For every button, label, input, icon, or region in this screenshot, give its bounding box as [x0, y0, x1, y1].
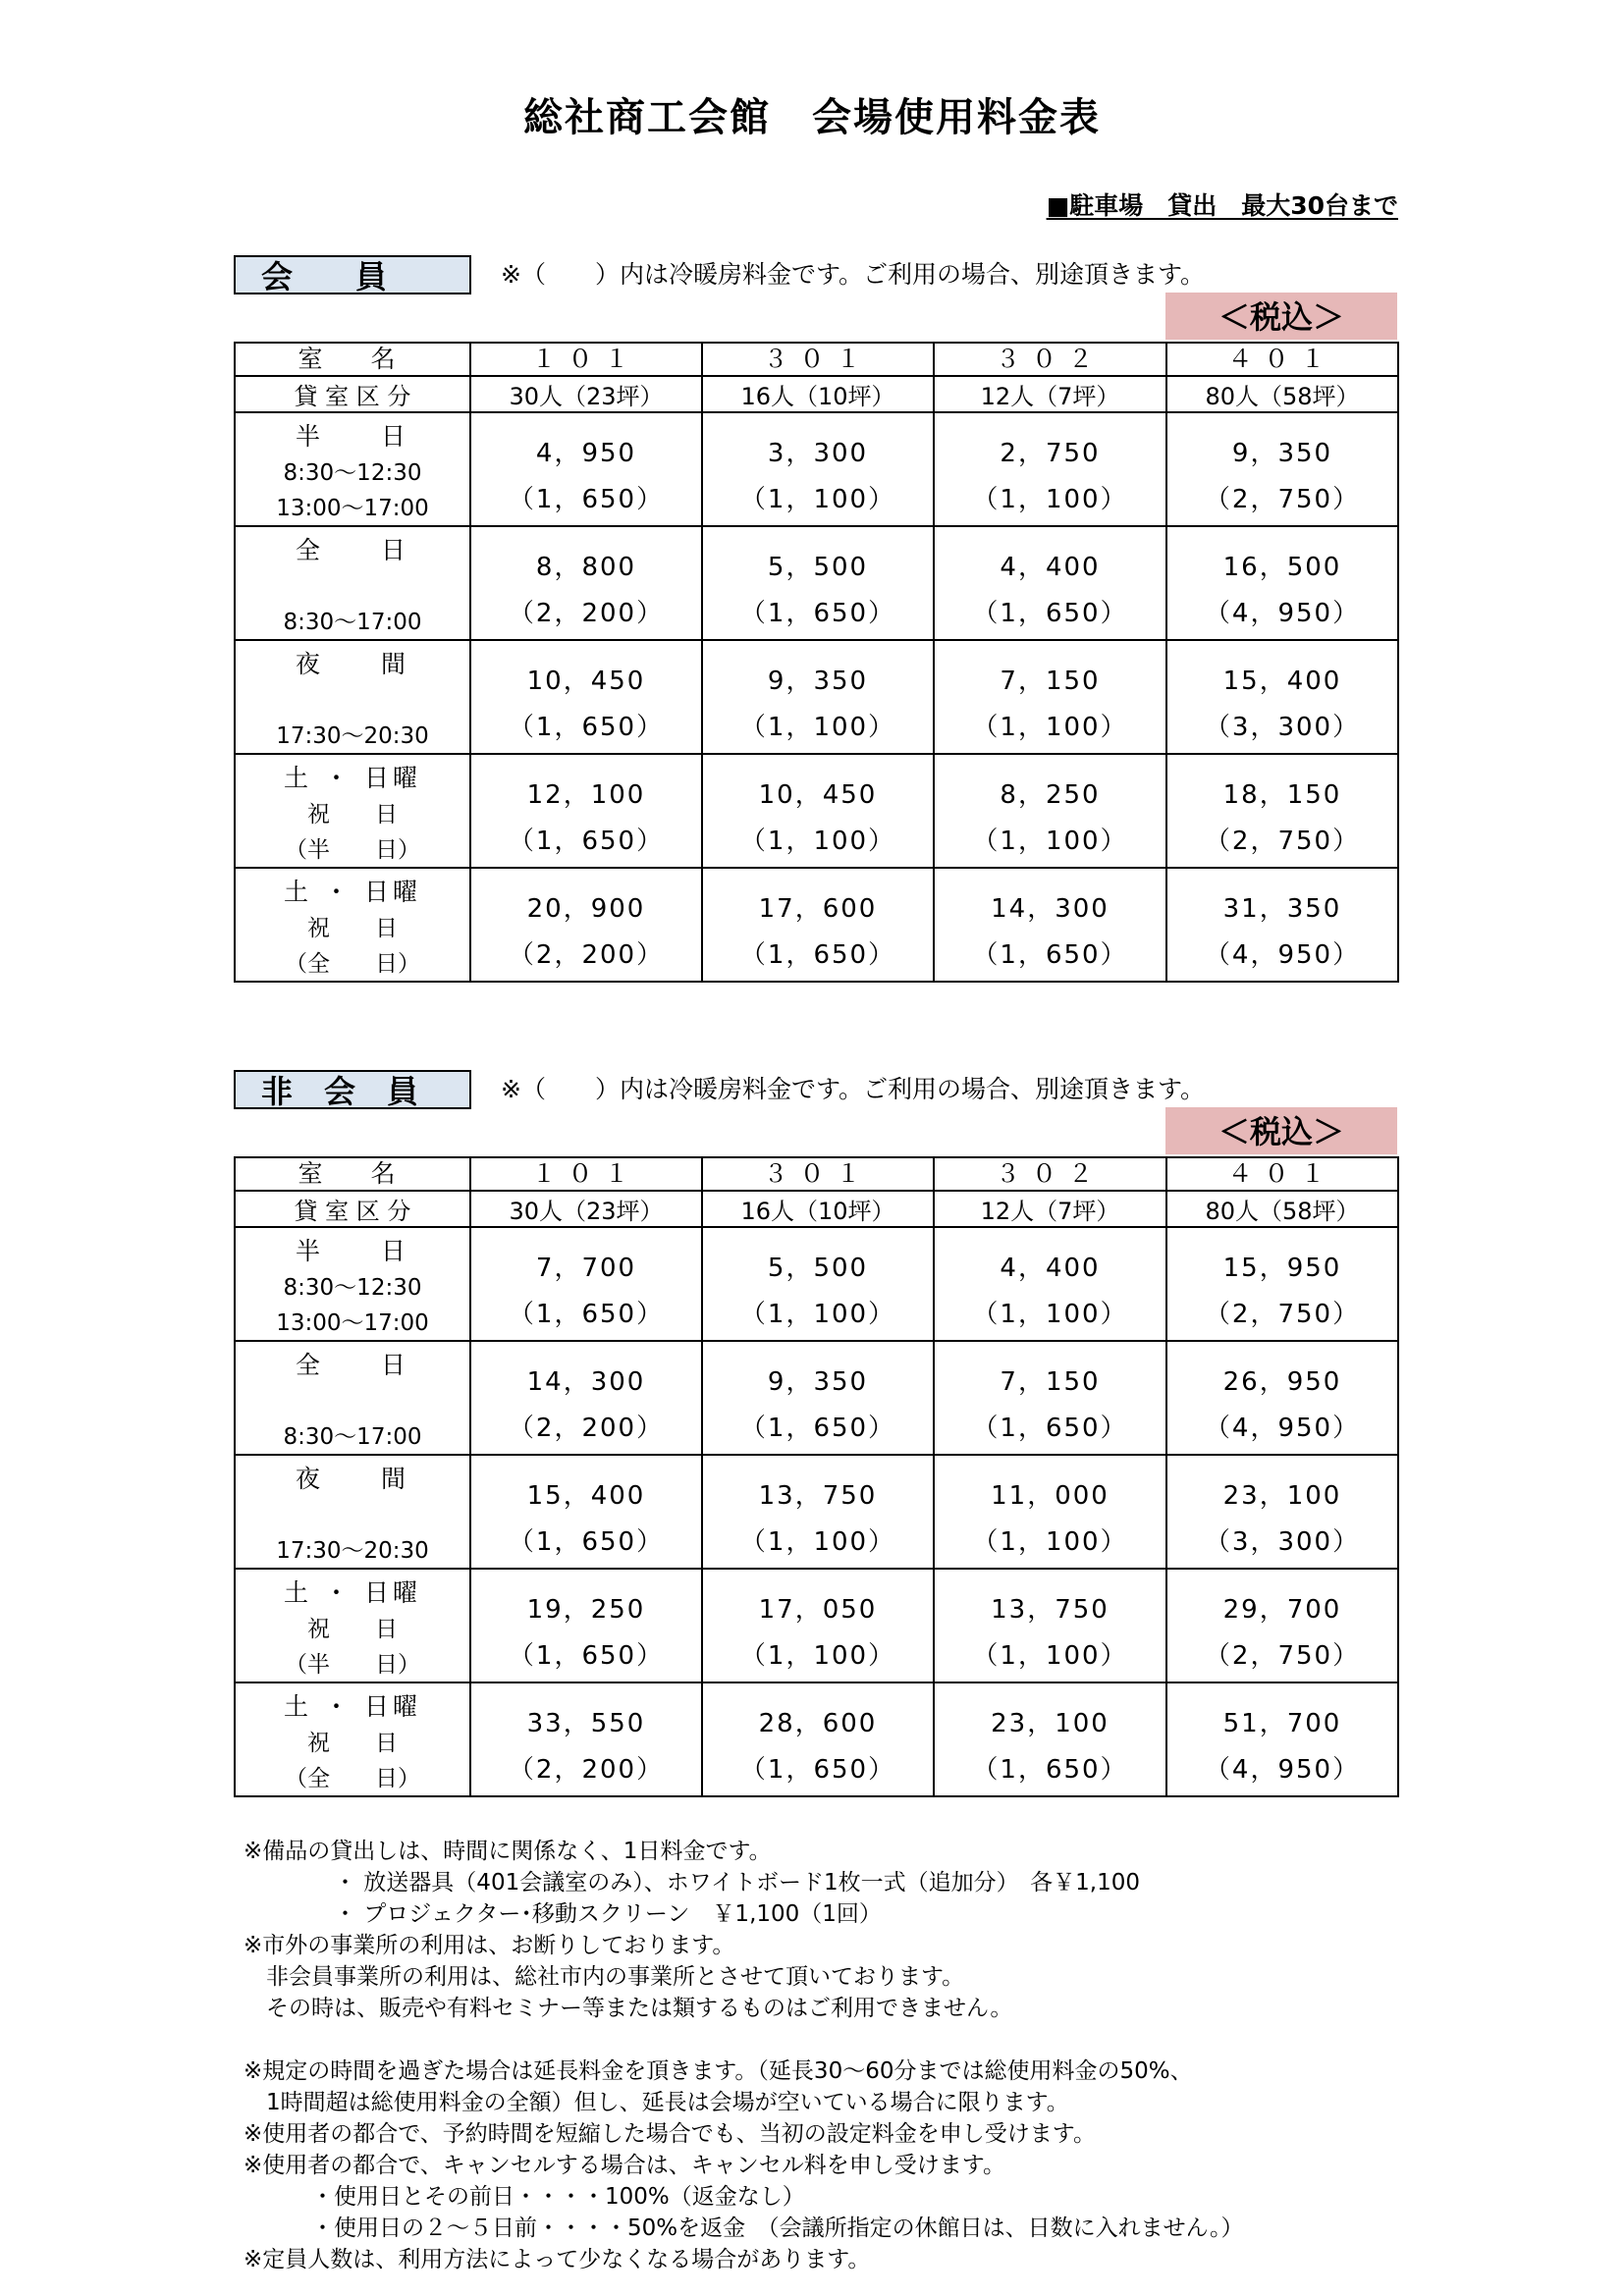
fee-amount: 13，750	[758, 1481, 878, 1511]
fee-row	[235, 1455, 1398, 1569]
slot-name: 半 日	[295, 1237, 409, 1265]
fee-cell	[702, 640, 934, 754]
fee-cell	[470, 1455, 702, 1569]
ac-fee-amount: （1，100）	[739, 713, 896, 742]
room-number: ４０１	[1166, 1157, 1398, 1191]
fee-cell	[934, 526, 1166, 640]
fee-cell	[702, 1227, 934, 1341]
ac-fee-amount: （2，200）	[508, 1755, 665, 1785]
ac-fee-amount: （3，300）	[1204, 713, 1361, 742]
fee-cell	[1166, 526, 1398, 640]
slot-line-3: 17:30～20:30	[276, 723, 429, 749]
ac-fee-amount: （2，200）	[508, 599, 665, 628]
room-number: ３０２	[934, 1157, 1166, 1191]
note-line: 1時間超は総使用料金の全額）但し、延長は会場が空いている場合に限ります。	[244, 2090, 1069, 2115]
room-number: １０１	[470, 1157, 702, 1191]
fee-cell	[934, 1455, 1166, 1569]
fee-cell	[1166, 412, 1398, 526]
ac-fee-amount: （1，650）	[972, 1414, 1128, 1443]
fee-amount: 7，150	[1000, 1367, 1101, 1397]
room-number: ３０１	[702, 343, 934, 376]
slot-line-3: （全 日）	[285, 951, 420, 977]
tax-included-label: ＜税込＞	[1165, 293, 1397, 340]
slot-name: 全 日	[295, 536, 409, 564]
ac-fee-amount: （1，650）	[972, 1755, 1128, 1785]
fee-cell	[702, 526, 934, 640]
fee-amount: 3，300	[767, 439, 869, 468]
fee-amount: 29，700	[1222, 1595, 1342, 1625]
room-name-label: 室 名	[235, 1157, 470, 1191]
notes-block	[244, 1836, 1244, 2275]
fee-cell	[934, 754, 1166, 868]
note-line: 非会員事業所の利用は、総社市内の事業所とさせて頂いております。	[244, 1964, 965, 1990]
fee-row	[235, 1682, 1398, 1796]
ac-fee-amount: （1，100）	[739, 485, 896, 514]
room-capacity: 12人（7坪）	[934, 1191, 1166, 1227]
fee-cell	[470, 1227, 702, 1341]
fee-cell	[470, 868, 702, 982]
ac-fee-amount: （1，100）	[739, 1641, 896, 1671]
slot-name: 土 ・ 日曜	[284, 1692, 421, 1721]
room-number: ３０２	[934, 343, 1166, 376]
fee-cell	[934, 1341, 1166, 1455]
tax-included-label: ＜税込＞	[1165, 1107, 1397, 1154]
note-line: ・ プロジェクター･移動スクリーン ￥1,100（1回）	[244, 1901, 882, 1927]
room-number: ３０１	[702, 1157, 934, 1191]
room-name-label: 室 名	[235, 343, 470, 376]
time-slot-label	[235, 868, 470, 982]
ac-fee-amount: （1，100）	[739, 1300, 896, 1329]
fee-cell	[1166, 1682, 1398, 1796]
ac-fee-amount: （1，650）	[508, 713, 665, 742]
slot-line-3: 8:30～17:00	[283, 610, 422, 635]
ac-fee-amount: （1，650）	[508, 1641, 665, 1671]
slot-name: 全 日	[295, 1351, 409, 1379]
slot-name: 半 日	[295, 422, 409, 451]
slot-line-3: 8:30～17:00	[283, 1424, 422, 1450]
fee-amount: 23，100	[1222, 1481, 1342, 1511]
fee-amount: 19，250	[526, 1595, 646, 1625]
fee-cell	[702, 1341, 934, 1455]
fee-amount: 9，350	[1231, 439, 1333, 468]
ac-fee-amount: （1，650）	[739, 1414, 896, 1443]
fee-amount: 51，700	[1222, 1709, 1342, 1738]
room-header-row	[235, 343, 1398, 376]
slot-line-2: 祝 日	[307, 916, 398, 941]
ac-fee-amount: （1，650）	[508, 827, 665, 856]
heating-note: ※（ ）内は冷暖房料金です。ご利用の場合、別途頂きます。	[501, 1075, 1205, 1103]
non-member-label: 非 会 員	[234, 1070, 471, 1109]
fee-amount: 8，800	[535, 553, 637, 582]
fee-amount: 20，900	[526, 894, 646, 924]
fee-cell	[1166, 868, 1398, 982]
fee-cell	[1166, 1341, 1398, 1455]
time-slot-label	[235, 1455, 470, 1569]
note-line	[244, 2024, 1244, 2056]
ac-fee-amount: （1，650）	[508, 1527, 665, 1557]
room-capacity: 80人（58坪）	[1166, 376, 1398, 412]
ac-fee-amount: （1，100）	[739, 1527, 896, 1557]
time-slot-label	[235, 1227, 470, 1341]
ac-fee-amount: （1，650）	[972, 940, 1128, 970]
fee-cell	[702, 1569, 934, 1682]
slot-line-3: 13:00～17:00	[276, 1310, 429, 1336]
note-line: ※定員人数は、利用方法によって少なくなる場合があります。	[244, 2247, 871, 2272]
ac-fee-amount: （1，100）	[739, 827, 896, 856]
ac-fee-amount: （1，650）	[508, 1300, 665, 1329]
fee-table	[234, 1156, 1399, 1797]
time-slot-label	[235, 1569, 470, 1682]
capacity-label: 貸 室 区 分	[235, 1191, 470, 1227]
fee-amount: 17，050	[758, 1595, 878, 1625]
ac-fee-amount: （2，200）	[508, 940, 665, 970]
fee-row	[235, 868, 1398, 982]
fee-cell	[1166, 640, 1398, 754]
fee-amount: 15，400	[526, 1481, 646, 1511]
fee-amount: 4，950	[535, 439, 637, 468]
fee-cell	[470, 754, 702, 868]
fee-amount: 8，250	[1000, 780, 1101, 810]
note-line: ※規定の時間を過ぎた場合は延長料金を頂きます。（延長30～60分までは総使用料金の50%、	[244, 2058, 1193, 2084]
fee-cell	[702, 1682, 934, 1796]
ac-fee-amount: （4，950）	[1204, 1755, 1361, 1785]
time-slot-label	[235, 1682, 470, 1796]
fee-amount: 15，400	[1222, 667, 1342, 696]
slot-line-3: （半 日）	[285, 837, 420, 863]
fee-amount: 31，350	[1222, 894, 1342, 924]
fee-cell	[1166, 1227, 1398, 1341]
ac-fee-amount: （1，650）	[739, 599, 896, 628]
time-slot-label	[235, 754, 470, 868]
fee-cell	[1166, 754, 1398, 868]
slot-name: 土 ・ 日曜	[284, 1578, 421, 1607]
ac-fee-amount: （3，300）	[1204, 1527, 1361, 1557]
fee-table	[234, 342, 1399, 983]
fee-cell	[702, 868, 934, 982]
fee-amount: 4，400	[1000, 1254, 1101, 1283]
slot-line-2: 祝 日	[307, 802, 398, 828]
ac-fee-amount: （2，750）	[1204, 485, 1361, 514]
slot-name: 夜 間	[295, 1465, 409, 1493]
capacity-row	[235, 376, 1398, 412]
fee-cell	[470, 526, 702, 640]
fee-cell	[702, 412, 934, 526]
ac-fee-amount: （1，100）	[972, 485, 1128, 514]
ac-fee-amount: （1，100）	[972, 1641, 1128, 1671]
fee-cell	[702, 1455, 934, 1569]
fee-row	[235, 1227, 1398, 1341]
room-capacity: 80人（58坪）	[1166, 1191, 1398, 1227]
ac-fee-amount: （1，650）	[508, 485, 665, 514]
capacity-label: 貸 室 区 分	[235, 376, 470, 412]
fee-cell	[934, 1569, 1166, 1682]
fee-cell	[934, 412, 1166, 526]
room-capacity: 30人（23坪）	[470, 1191, 702, 1227]
fee-cell	[470, 1341, 702, 1455]
fee-amount: 12，100	[526, 780, 646, 810]
fee-amount: 2，750	[1000, 439, 1101, 468]
fee-amount: 14，300	[991, 894, 1110, 924]
note-line: ※使用者の都合で、予約時間を短縮した場合でも、当初の設定料金を申し受けます。	[244, 2121, 1096, 2147]
slot-name: 土 ・ 日曜	[284, 878, 421, 906]
note-line: ※使用者の都合で、キャンセルする場合は、キャンセル料を申し受けます。	[244, 2153, 1005, 2178]
ac-fee-amount: （4，950）	[1204, 1414, 1361, 1443]
slot-line-3: （半 日）	[285, 1652, 420, 1678]
slot-line-2: 祝 日	[307, 1731, 398, 1756]
fee-cell	[1166, 1455, 1398, 1569]
fee-cell	[470, 412, 702, 526]
room-capacity: 16人（10坪）	[702, 376, 934, 412]
room-number: １０１	[470, 343, 702, 376]
fee-row	[235, 412, 1398, 526]
fee-amount: 5，500	[767, 1254, 869, 1283]
ac-fee-amount: （1，100）	[972, 1300, 1128, 1329]
ac-fee-amount: （1，650）	[739, 940, 896, 970]
fee-cell	[470, 1569, 702, 1682]
time-slot-label	[235, 1341, 470, 1455]
ac-fee-amount: （4，950）	[1204, 940, 1361, 970]
slot-name: 夜 間	[295, 650, 409, 678]
fee-amount: 16，500	[1222, 553, 1342, 582]
room-header-row	[235, 1157, 1398, 1191]
time-slot-label	[235, 526, 470, 640]
fee-cell	[702, 754, 934, 868]
fee-cell	[934, 1682, 1166, 1796]
fee-cell	[934, 1227, 1166, 1341]
fee-amount: 17，600	[758, 894, 878, 924]
fee-amount: 28，600	[758, 1709, 878, 1738]
note-line: その時は、販売や有料セミナー等または類するものはご利用できません。	[244, 1996, 1013, 2021]
note-line: ・使用日の２～５日前・・・・50%を返金 （会議所指定の休館日は、日数に入れません。）	[244, 2216, 1244, 2241]
fee-amount: 33，550	[526, 1709, 646, 1738]
fee-amount: 18，150	[1222, 780, 1342, 810]
fee-amount: 9，350	[767, 667, 869, 696]
fee-amount: 10，450	[758, 780, 878, 810]
fee-row	[235, 526, 1398, 640]
slot-line-2: 8:30～12:30	[283, 460, 422, 486]
fee-amount: 9，350	[767, 1367, 869, 1397]
fee-amount: 10，450	[526, 667, 646, 696]
ac-fee-amount: （1，100）	[972, 1527, 1128, 1557]
time-slot-label	[235, 640, 470, 754]
fee-cell	[1166, 1569, 1398, 1682]
fee-amount: 4，400	[1000, 553, 1101, 582]
ac-fee-amount: （1，100）	[972, 827, 1128, 856]
room-capacity: 12人（7坪）	[934, 376, 1166, 412]
heating-note: ※（ ）内は冷暖房料金です。ご利用の場合、別途頂きます。	[501, 260, 1205, 289]
ac-fee-amount: （2，750）	[1204, 827, 1361, 856]
fee-amount: 23，100	[991, 1709, 1110, 1738]
fee-amount: 26，950	[1222, 1367, 1342, 1397]
fee-amount: 7，700	[535, 1254, 637, 1283]
ac-fee-amount: （2，750）	[1204, 1300, 1361, 1329]
note-line: ・使用日とその前日・・・・100%（返金なし）	[244, 2184, 805, 2210]
ac-fee-amount: （2，200）	[508, 1414, 665, 1443]
ac-fee-amount: （1，650）	[739, 1755, 896, 1785]
fee-cell	[470, 640, 702, 754]
room-capacity: 16人（10坪）	[702, 1191, 934, 1227]
slot-line-3: 13:00～17:00	[276, 496, 429, 521]
fee-cell	[934, 640, 1166, 754]
slot-line-2: 8:30～12:30	[283, 1275, 422, 1301]
fee-amount: 15，950	[1222, 1254, 1342, 1283]
fee-amount: 11，000	[991, 1481, 1110, 1511]
room-capacity: 30人（23坪）	[470, 376, 702, 412]
capacity-row	[235, 1191, 1398, 1227]
fee-row	[235, 1569, 1398, 1682]
slot-line-3: 17:30～20:30	[276, 1538, 429, 1564]
fee-cell	[934, 868, 1166, 982]
fee-amount: 7，150	[1000, 667, 1101, 696]
slot-line-2: 祝 日	[307, 1617, 398, 1642]
ac-fee-amount: （4，950）	[1204, 599, 1361, 628]
fee-row	[235, 640, 1398, 754]
member-label: 会 員	[234, 255, 471, 294]
fee-amount: 14，300	[526, 1367, 646, 1397]
note-line: ※市外の事業所の利用は、お断りしております。	[244, 1933, 735, 1958]
room-number: ４０１	[1166, 343, 1398, 376]
fee-amount: 5，500	[767, 553, 869, 582]
fee-cell	[470, 1682, 702, 1796]
slot-line-3: （全 日）	[285, 1766, 420, 1791]
fee-row	[235, 754, 1398, 868]
ac-fee-amount: （1，100）	[972, 713, 1128, 742]
fee-amount: 13，750	[991, 1595, 1110, 1625]
time-slot-label	[235, 412, 470, 526]
ac-fee-amount: （1，650）	[972, 599, 1128, 628]
note-line: ・ 放送器具（401会議室のみ）、ホワイトボード1枚一式（追加分） 各￥1,100	[244, 1870, 1140, 1896]
ac-fee-amount: （2，750）	[1204, 1641, 1361, 1671]
fee-row	[235, 1341, 1398, 1455]
note-line: ※備品の貸出しは、時間に関係なく、1日料金です。	[244, 1839, 772, 1864]
parking-info: ■駐車場 貸出 最大30台まで	[1046, 191, 1398, 220]
slot-name: 土 ・ 日曜	[284, 764, 421, 792]
page-title: 総社商工会館 会場使用料金表	[523, 95, 1101, 140]
